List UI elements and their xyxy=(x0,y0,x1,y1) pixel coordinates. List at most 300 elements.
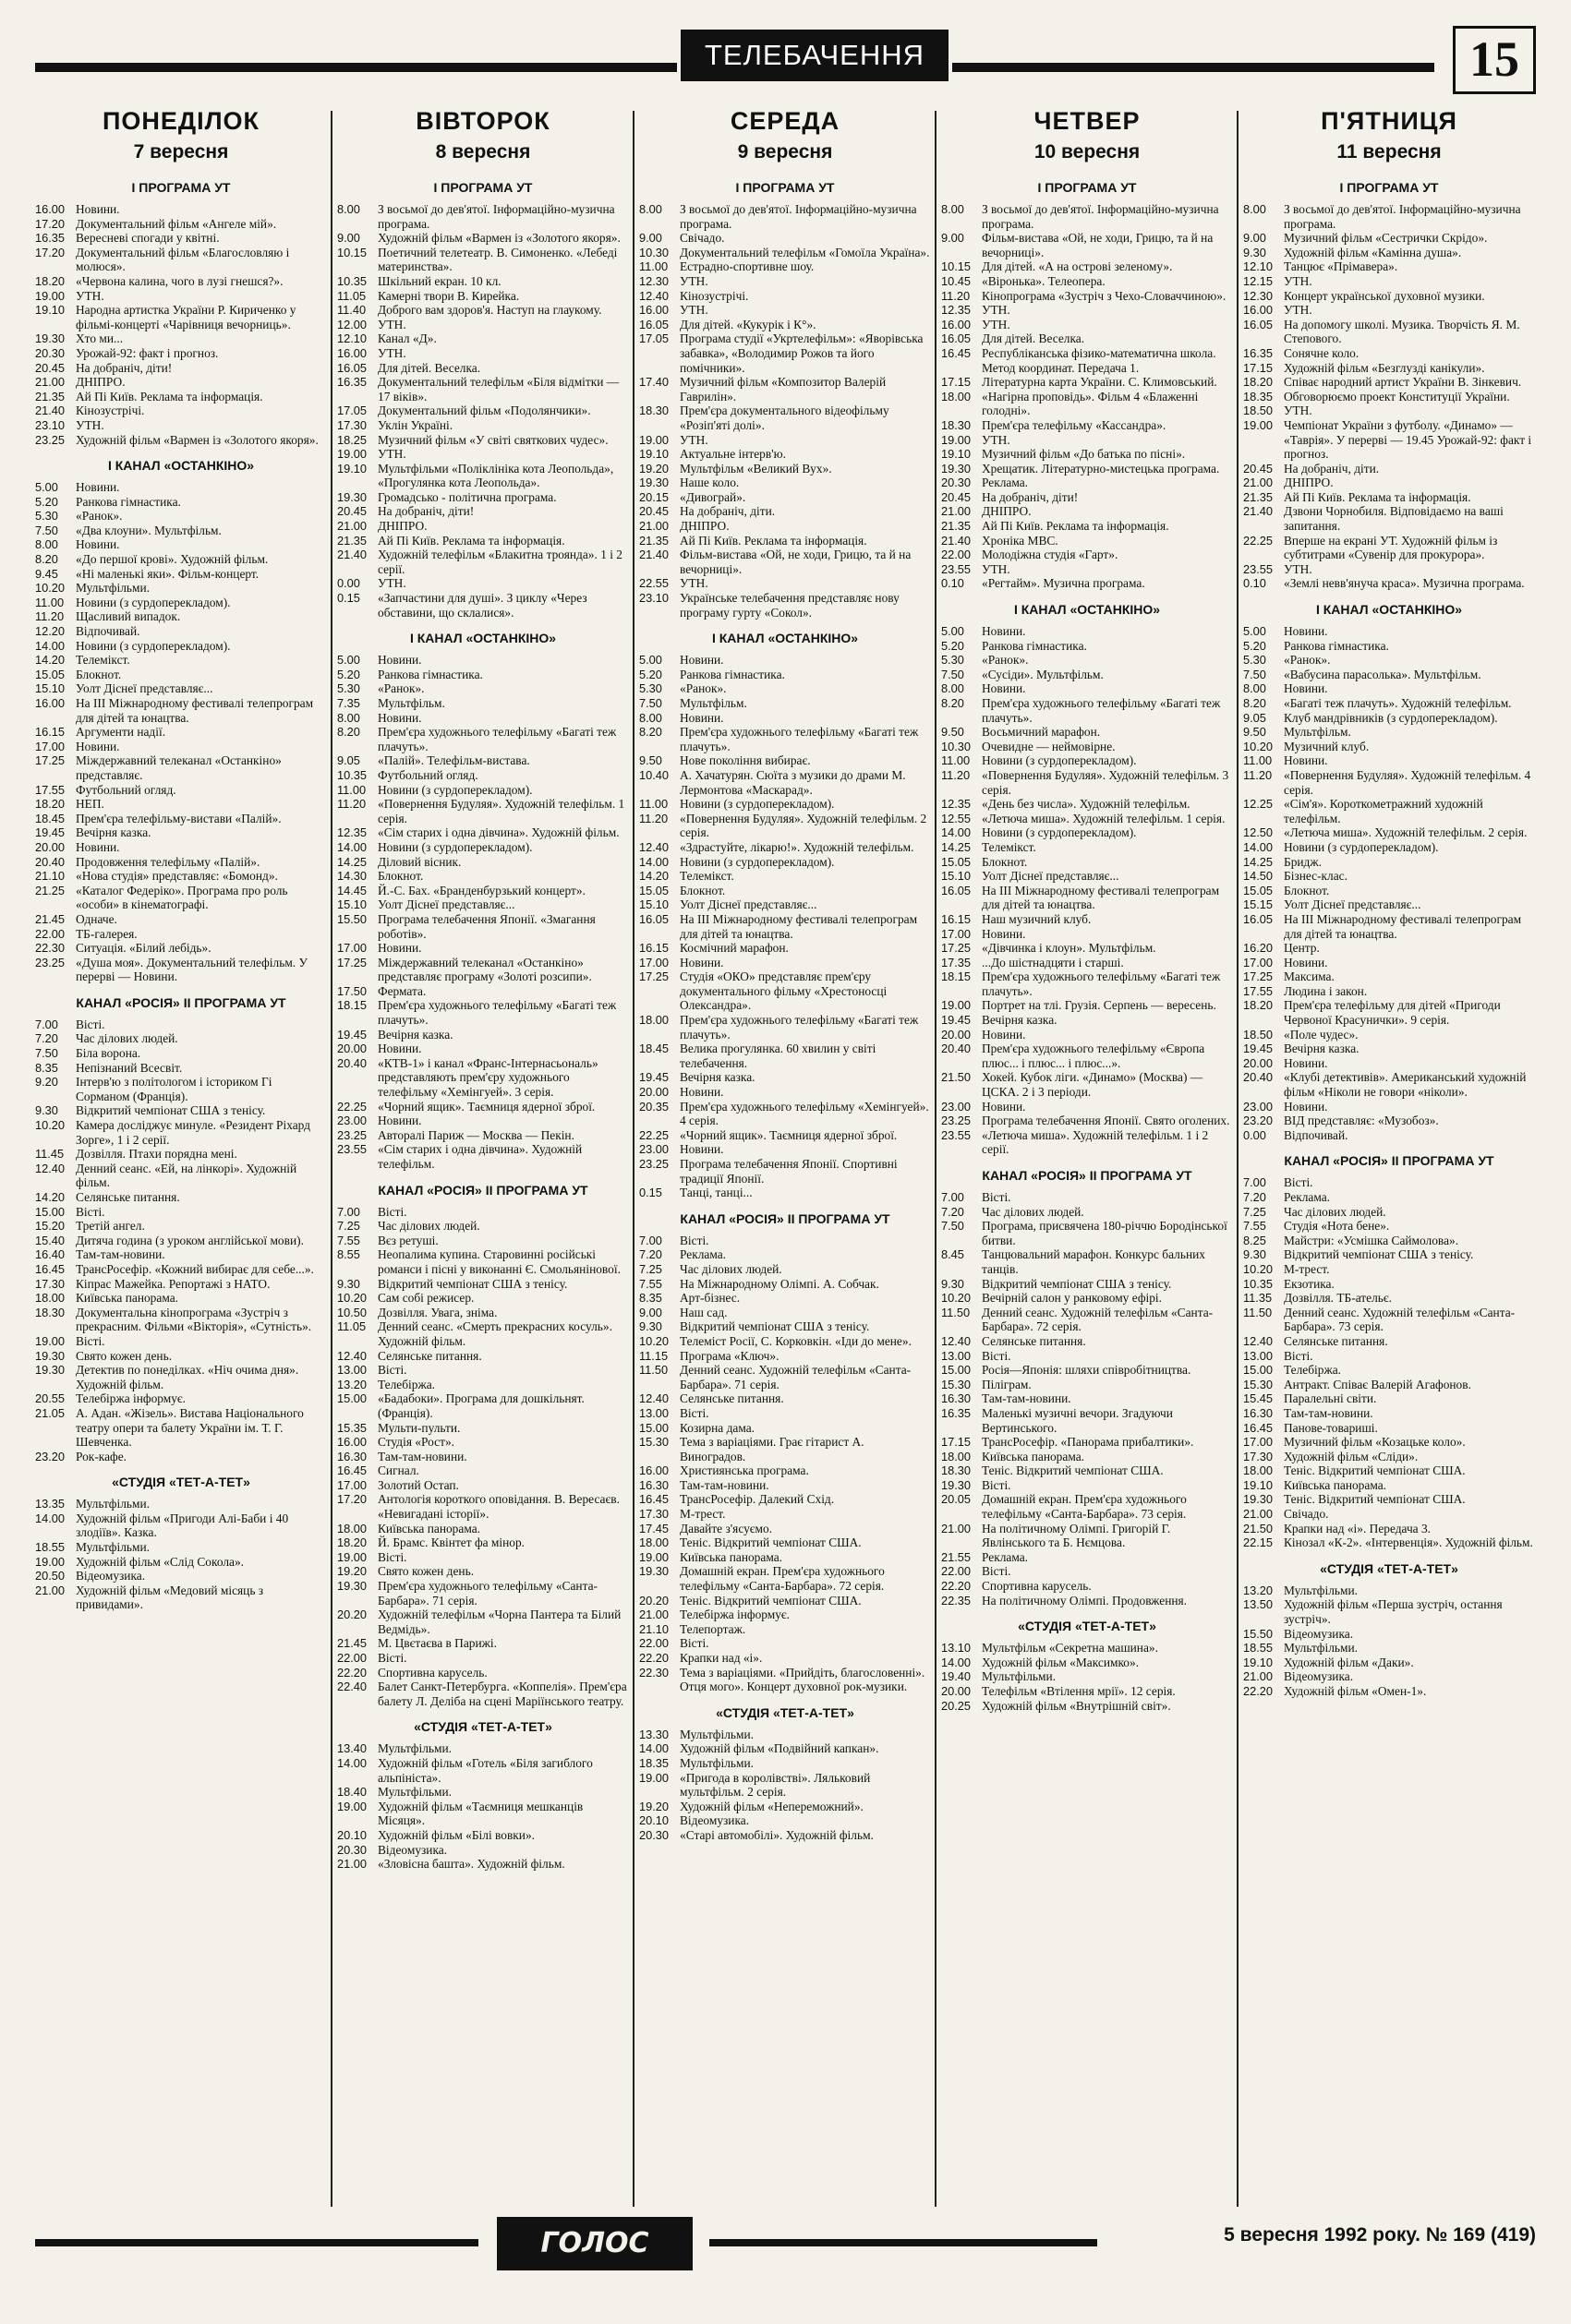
programme-title: Новини. xyxy=(76,839,120,854)
programme-time: 18.55 xyxy=(35,1540,66,1555)
programme-time: 21.00 xyxy=(35,1583,66,1597)
programme-time: 17.20 xyxy=(337,1492,368,1507)
programme-title: Новини. xyxy=(982,1099,1026,1114)
programme-row xyxy=(639,941,931,956)
programme-row xyxy=(1243,1056,1535,1071)
programme-title: «Пригода в королівстві». Ляльковий мультфільм. 2 серія. xyxy=(680,1770,871,1800)
programme-row xyxy=(337,318,629,332)
programme-time: 17.40 xyxy=(639,375,670,390)
programme-title: Програма телебачення Японії. Свято оголених. xyxy=(982,1114,1230,1128)
programme-row xyxy=(337,884,629,898)
programme-title: Музичний фільм «До батька по пісні». xyxy=(982,447,1186,462)
programme-row xyxy=(1243,1597,1535,1626)
programme-title: УТН. xyxy=(378,447,406,462)
programme-row xyxy=(337,1234,629,1248)
programme-title: Реклама. xyxy=(680,1247,727,1262)
programme-row xyxy=(1243,403,1535,418)
programme-time: 16.00 xyxy=(1243,303,1274,318)
programme-time: 22.00 xyxy=(35,926,66,941)
programme-time: 19.30 xyxy=(639,1564,670,1579)
programme-time: 7.00 xyxy=(337,1204,360,1219)
programme-time: 11.50 xyxy=(941,1305,971,1319)
programme-title: Свято кожен день. xyxy=(378,1564,475,1579)
programme-row xyxy=(941,1699,1233,1714)
programme-time: 14.00 xyxy=(639,1741,670,1756)
programme-row xyxy=(35,1162,327,1190)
programme-time: 11.05 xyxy=(337,1319,367,1334)
programme-row xyxy=(941,1669,1233,1684)
programme-row xyxy=(337,998,629,1027)
programme-time: 9.00 xyxy=(941,231,964,246)
programme-title: Новини (з сурдоперекладом). xyxy=(1284,839,1439,854)
programme-title: Й.-С. Бах. «Бранденбурзький концерт». xyxy=(378,883,586,897)
programme-row xyxy=(1243,840,1535,855)
programme-time: 19.45 xyxy=(1243,1042,1274,1056)
programme-row xyxy=(1243,1478,1535,1493)
programme-row xyxy=(1243,1535,1535,1550)
programme-title: Блокнот. xyxy=(680,883,726,897)
programme-title: Художній фільм «Медовий місяць з привидами». xyxy=(76,1583,264,1612)
programme-time: 10.20 xyxy=(941,1291,972,1306)
programme-title: Сонячне коло. xyxy=(1284,345,1360,360)
programme-title: Вісті. xyxy=(378,1549,407,1564)
programme-row xyxy=(941,941,1233,956)
programme-title: Продовження телефільму «Палій». xyxy=(76,854,260,869)
programme-row xyxy=(941,768,1233,797)
programme-title: Селянське питання. xyxy=(680,1391,784,1406)
programme-title: Музичний фільм «Козацьке коло». xyxy=(1284,1435,1466,1450)
programme-title: М. Цвєтаєва в Парижі. xyxy=(378,1636,497,1651)
programme-time: 9.00 xyxy=(639,1305,662,1319)
programme-row xyxy=(1243,1450,1535,1464)
programme-row xyxy=(1243,869,1535,884)
programme-title: Художній фільм «Подвійний капкан». xyxy=(680,1741,879,1756)
programme-time: 15.15 xyxy=(1243,897,1274,912)
programme-title: Крапки над «і». Передача 3. xyxy=(1284,1521,1432,1535)
programme-row xyxy=(35,624,327,639)
programme-row xyxy=(337,303,629,318)
programme-time: 23.20 xyxy=(1243,1114,1274,1128)
programme-row xyxy=(35,956,327,984)
programme-title: Вісті. xyxy=(1284,1175,1313,1190)
programme-row xyxy=(639,884,931,898)
programme-row xyxy=(337,768,629,783)
programme-time: 15.40 xyxy=(35,1233,66,1247)
programme-time: 9.30 xyxy=(35,1103,58,1118)
programme-row xyxy=(1243,668,1535,682)
programme-title: УТН. xyxy=(680,432,708,447)
programme-title: Мультфільми. xyxy=(982,1669,1056,1684)
programme-time: 10.20 xyxy=(1243,739,1274,753)
programme-time: 17.00 xyxy=(639,955,670,969)
programme-row xyxy=(1243,855,1535,870)
programme-row xyxy=(639,1085,931,1100)
programme-time: 8.35 xyxy=(35,1060,58,1075)
programme-time: 15.05 xyxy=(1243,883,1274,897)
programme-row xyxy=(337,1219,629,1234)
programme-title: УТН. xyxy=(680,303,708,318)
programme-row xyxy=(1243,884,1535,898)
programme-title: «Багаті теж плачуть». Художній телефільм. xyxy=(1284,696,1512,710)
programme-title: Прем'єра художнього телефільму «Багаті теж плачуть». xyxy=(680,725,919,753)
programme-time: 8.45 xyxy=(941,1247,964,1262)
programme-title: Новини. xyxy=(378,1042,422,1056)
channel-heading: КАНАЛ «РОСІЯ» ІІ ПРОГРАМА УТ xyxy=(982,1168,1192,1183)
programme-time: 14.00 xyxy=(639,854,670,869)
programme-time: 9.00 xyxy=(337,231,360,246)
programme-row xyxy=(941,519,1233,534)
programme-title: ДНІПРО. xyxy=(680,519,730,534)
programme-row xyxy=(1243,1042,1535,1056)
programme-title: Там-там-новини. xyxy=(378,1449,467,1463)
day-date: 9 вересня xyxy=(737,141,833,163)
programme-time: 16.05 xyxy=(1243,911,1274,926)
programme-time: 12.20 xyxy=(35,624,66,639)
page-header xyxy=(35,26,1536,92)
programme-row xyxy=(35,1061,327,1076)
programme-time: 16.05 xyxy=(337,360,368,375)
channel-heading: І КАНАЛ «ОСТАНКІНО» xyxy=(711,631,859,646)
programme-title: Документальний фільм «Ангеле мій». xyxy=(76,216,277,231)
programme-time: 16.00 xyxy=(639,1463,670,1478)
programme-title: Новини (з сурдоперекладом). xyxy=(680,854,835,869)
programme-row xyxy=(35,783,327,798)
programme-title: Свято кожен день. xyxy=(76,1348,173,1363)
programme-time: 8.00 xyxy=(1243,202,1266,216)
programme-row xyxy=(1243,753,1535,768)
programme-title: Ай Пі Київ. Реклама та інформація. xyxy=(378,533,565,548)
programme-title: На ІІІ Міжнародному фестивалі телепрограм для дітей та юнацтва. xyxy=(1284,911,1522,941)
programme-time: 19.00 xyxy=(639,1770,670,1785)
programme-title: Художній фільм «Даки». xyxy=(1284,1655,1414,1669)
programme-time: 13.30 xyxy=(639,1727,670,1741)
programme-time: 22.20 xyxy=(639,1651,670,1665)
programme-title: Крапки над «і». xyxy=(680,1651,763,1665)
programme-time: 21.10 xyxy=(35,869,66,884)
programme-row xyxy=(1243,1114,1535,1128)
programme-title: На добраніч, діти! xyxy=(76,360,173,375)
programme-title: Прем'єра телефільму «Кассандра». xyxy=(982,417,1166,432)
programme-title: Київська панорама. xyxy=(378,1521,480,1535)
programme-title: ТрансРосефір. Далекий Схід. xyxy=(680,1492,835,1507)
programme-row xyxy=(35,941,327,956)
programme-row xyxy=(1243,1234,1535,1248)
programme-row xyxy=(35,927,327,942)
programme-time: 19.00 xyxy=(337,1799,368,1813)
programme-row xyxy=(1243,1190,1535,1205)
programme-row xyxy=(1243,1406,1535,1421)
programme-time: 17.30 xyxy=(337,417,368,432)
programme-time: 8.25 xyxy=(1243,1233,1266,1247)
programme-row xyxy=(337,346,629,361)
programme-time: 17.25 xyxy=(337,955,368,969)
programme-title: «Повернення Будуляя». Художній телефільм. 3 серія. xyxy=(982,767,1229,797)
programme-row xyxy=(337,1142,629,1171)
programme-title: Теніс. Відкритий чемпіонат США. xyxy=(1284,1463,1466,1478)
programme-time: 21.50 xyxy=(1243,1521,1274,1535)
programme-row xyxy=(337,548,629,576)
programme-row xyxy=(1243,562,1535,577)
programme-time: 7.00 xyxy=(639,1233,662,1247)
programme-time: 19.00 xyxy=(35,288,66,303)
programme-title: Мультфільми. xyxy=(76,581,150,596)
programme-row xyxy=(941,433,1233,448)
programme-row xyxy=(639,1042,931,1070)
programme-title: Неопалима купина. Старовинні російські романси і пісні у виконанні Є. Смольянінової. xyxy=(378,1247,621,1276)
programme-title: Новини (з сурдоперекладом). xyxy=(680,797,835,812)
programme-time: 10.15 xyxy=(941,259,972,274)
programme-row xyxy=(639,753,931,768)
programme-title: Міждержавний телеканал «Останкіно» представляє програму «Золоті розсипи». xyxy=(378,955,592,984)
programme-title: Вісті. xyxy=(76,1204,105,1219)
programme-row xyxy=(941,1277,1233,1292)
programme-time: 15.10 xyxy=(639,897,670,912)
programme-time: 0.15 xyxy=(639,1186,662,1200)
programme-row xyxy=(639,1070,931,1085)
programme-title: Селянське питання. xyxy=(1284,1333,1388,1348)
programme-title: На ІІІ Міжнародному фестивалі телепрограм для дітей та юнацтва. xyxy=(982,883,1220,912)
programme-time: 14.00 xyxy=(941,825,972,840)
programme-row xyxy=(941,1042,1233,1070)
programme-time: 10.30 xyxy=(941,739,972,753)
programme-row xyxy=(1243,956,1535,970)
programme-title: «Ранок». xyxy=(76,509,123,524)
programme-time: 21.00 xyxy=(941,1521,972,1535)
programme-time: 20.45 xyxy=(1243,461,1274,476)
programme-title: Футбольний огляд. xyxy=(378,767,478,782)
programme-title: Вперше на екрані УТ. Художній фільм із субтитрами «Сувенір для прокурора». xyxy=(1284,533,1498,562)
programme-row xyxy=(337,1550,629,1565)
programme-title: З восьмої до дев'ятої. Інформаційно-музична програма. xyxy=(680,202,917,231)
programme-title: Вісті. xyxy=(378,1363,407,1378)
programme-time: 23.55 xyxy=(941,561,972,576)
programme-time: 21.00 xyxy=(941,504,972,519)
programme-title: Домашній екран. Прем'єра художнього телефільму «Санта-Барбара». 72 серія. xyxy=(680,1564,885,1594)
programme-row xyxy=(1243,681,1535,696)
programme-row xyxy=(639,1234,931,1248)
programme-row xyxy=(639,1435,931,1463)
programme-row xyxy=(639,1291,931,1306)
programme-row xyxy=(35,1205,327,1220)
programme-title: Київська панорама. xyxy=(982,1449,1084,1463)
programme-title: Дозвілля. Увага, зніма. xyxy=(378,1305,498,1319)
programme-title: Телебіржа інформує. xyxy=(76,1391,187,1406)
programme-row xyxy=(1243,725,1535,740)
programme-row xyxy=(35,1306,327,1334)
programme-time: 18.15 xyxy=(941,969,972,984)
programme-row xyxy=(35,869,327,884)
programme-time: 16.30 xyxy=(941,1391,972,1406)
programme-title: Очевидне — неймовірне. xyxy=(982,739,1116,753)
programme-row xyxy=(337,231,629,246)
programme-title: Новини. xyxy=(680,710,724,725)
programme-row xyxy=(35,1334,327,1349)
programme-row xyxy=(1243,825,1535,840)
programme-title: Ранкова гімнастика. xyxy=(76,494,181,509)
programme-row xyxy=(639,797,931,812)
channel-heading: І ПРОГРАМА УТ xyxy=(131,180,231,195)
programme-time: 20.30 xyxy=(35,345,66,360)
programme-title: Літературна карта України. С. Климовський. xyxy=(982,375,1217,390)
programme-row xyxy=(941,1247,1233,1276)
programme-time: 21.00 xyxy=(1243,1669,1274,1684)
programme-row xyxy=(941,476,1233,490)
programme-time: 19.30 xyxy=(1243,1492,1274,1507)
programme-time: 19.45 xyxy=(639,1070,670,1085)
programme-row xyxy=(1243,1262,1535,1277)
channel-heading: КАНАЛ «РОСІЯ» ІІ ПРОГРАМА УТ xyxy=(76,994,286,1010)
programme-time: 8.00 xyxy=(941,202,964,216)
programme-row xyxy=(1243,1363,1535,1378)
programme-row xyxy=(337,1636,629,1651)
programme-time: 7.25 xyxy=(337,1219,360,1234)
programme-title: Народна артистка України Р. Кириченко у фільмі-концерті «Чарівниця вечорниць». xyxy=(76,303,296,331)
programme-time: 20.40 xyxy=(941,1042,972,1056)
programme-time: 22.15 xyxy=(1243,1535,1274,1550)
programme-row xyxy=(337,418,629,433)
programme-time: 19.10 xyxy=(1243,1655,1274,1669)
programme-title: Ранкова гімнастика. xyxy=(1284,638,1389,653)
programme-row xyxy=(639,1651,931,1666)
programme-row xyxy=(1243,696,1535,711)
programme-row xyxy=(1243,797,1535,825)
programme-row xyxy=(35,681,327,696)
programme-row xyxy=(941,202,1233,231)
programme-title: Шкільний екран. 10 кл. xyxy=(378,273,502,288)
programme-row xyxy=(337,1608,629,1636)
programme-time: 13.20 xyxy=(1243,1583,1274,1597)
programme-title: Вісті. xyxy=(76,1017,105,1031)
programme-row xyxy=(639,1391,931,1406)
programme-title: Антракт. Співає Валерій Агафонов. xyxy=(1284,1377,1471,1391)
programme-title: Майстри: «Усмішка Саймолова». xyxy=(1284,1233,1459,1247)
programme-time: 18.00 xyxy=(337,1521,368,1535)
programme-title: На ІІІ Міжнародному фестивалі телепрограм для дітей та юнацтва. xyxy=(680,911,918,941)
programme-title: Теніс. Відкритий чемпіонат США. xyxy=(680,1593,862,1608)
programme-row xyxy=(941,653,1233,668)
programme-time: 14.20 xyxy=(639,869,670,884)
programme-row xyxy=(639,1492,931,1507)
footer-rule xyxy=(709,2239,1097,2246)
programme-row xyxy=(337,1785,629,1800)
programme-row xyxy=(337,403,629,418)
programme-row xyxy=(337,1056,629,1100)
programme-row xyxy=(337,331,629,346)
programme-row xyxy=(639,696,931,711)
programme-row xyxy=(639,1277,931,1292)
programme-row xyxy=(639,1771,931,1800)
programme-title: ВІД представляє: «Музобоз». xyxy=(1284,1114,1439,1128)
programme-title: Людина і закон. xyxy=(1284,983,1368,998)
programme-title: УТН. xyxy=(378,576,406,591)
programme-row xyxy=(1243,534,1535,562)
programme-time: 20.45 xyxy=(639,504,670,519)
programme-row xyxy=(337,1478,629,1493)
programme-time: 11.05 xyxy=(337,288,367,303)
programme-time: 13.00 xyxy=(941,1348,972,1363)
programme-title: Новини (з сурдоперекладом). xyxy=(378,839,533,854)
programme-time: 8.00 xyxy=(639,202,662,216)
programme-time: 20.00 xyxy=(941,1684,972,1698)
programme-title: Ай Пі Київ. Реклама та інформація. xyxy=(680,533,867,548)
programme-row xyxy=(941,1349,1233,1364)
programme-time: 19.00 xyxy=(941,432,972,447)
programme-row xyxy=(639,1594,931,1608)
programme-row xyxy=(941,447,1233,462)
programme-row xyxy=(337,361,629,376)
programme-title: Мультфільм «Секретна машина». xyxy=(982,1641,1158,1656)
programme-row xyxy=(35,825,327,840)
programme-time: 7.00 xyxy=(1243,1175,1266,1190)
programme-row xyxy=(941,418,1233,433)
programme-row xyxy=(1243,897,1535,912)
programme-title: Фільм-вистава «Ой, не ходи, Грицю, та й на вечорниці». xyxy=(680,548,912,576)
programme-title: Прем'єра художнього телефільму «Санта-Барбара». 71 серія. xyxy=(378,1579,598,1608)
programme-row xyxy=(337,1319,629,1348)
programme-time: 7.20 xyxy=(35,1031,58,1046)
programme-row xyxy=(35,884,327,912)
programme-row xyxy=(337,1277,629,1292)
programme-row xyxy=(1243,768,1535,797)
programme-title: Паралельні світи. xyxy=(1284,1391,1377,1406)
programme-time: 8.00 xyxy=(1243,681,1266,696)
day-name: ЧЕТВЕР xyxy=(1033,107,1141,135)
programme-row xyxy=(337,1450,629,1464)
programme-title: Мультфільми. xyxy=(1284,1583,1358,1597)
programme-time: 10.35 xyxy=(337,767,368,782)
programme-time: 23.55 xyxy=(337,1142,368,1157)
programme-title: «Летюча миша». Художній телефільм. 1 і 2 серії. xyxy=(982,1127,1209,1157)
programme-time: 15.30 xyxy=(639,1435,670,1450)
channel-heading: «СТУДІЯ «ТЕТ-А-ТЕТ» xyxy=(1320,1560,1458,1576)
programme-time: 15.30 xyxy=(941,1377,972,1391)
programme-time: 19.30 xyxy=(35,1363,66,1378)
programme-time: 12.35 xyxy=(337,825,368,840)
programme-row xyxy=(35,1277,327,1292)
programme-title: Реклама. xyxy=(982,1549,1029,1564)
programme-time: 18.00 xyxy=(941,1449,972,1463)
programme-row xyxy=(639,375,931,403)
programme-title: Реклама. xyxy=(1284,1190,1331,1204)
programme-row xyxy=(639,1800,931,1814)
programme-row xyxy=(35,1583,327,1612)
programme-row xyxy=(941,1391,1233,1406)
programme-time: 15.05 xyxy=(639,883,670,897)
programme-title: Росія—Японія: шляхи співробітництва. xyxy=(982,1363,1191,1378)
programme-title: На допомогу школі. Музика. Творчість Я. М. Степового. xyxy=(1284,317,1520,346)
programme-title: Балет Санкт-Петербурга. «Коппелія». Прем'єра балету Л. Деліба на сцені Маріїнського театру. xyxy=(378,1680,627,1708)
programme-row xyxy=(941,1478,1233,1493)
programme-row xyxy=(337,1435,629,1450)
programme-time: 18.20 xyxy=(1243,998,1274,1013)
programme-row xyxy=(941,259,1233,274)
channel-heading: І ПРОГРАМА УТ xyxy=(433,180,533,195)
programme-title: «Повернення Будуляя». Художній телефільм. 1 серія. xyxy=(378,797,625,825)
programme-time: 12.40 xyxy=(639,288,670,303)
programme-row xyxy=(639,1756,931,1771)
programme-title: Арт-бізнес. xyxy=(680,1291,741,1306)
programme-time: 18.20 xyxy=(337,1535,368,1550)
programme-row xyxy=(337,447,629,462)
programme-time: 20.50 xyxy=(35,1569,66,1583)
programme-title: Концерт української духовної музики. xyxy=(1284,288,1485,303)
programme-time: 21.00 xyxy=(337,519,368,534)
programme-title: «Запчастини для душі». З циклу «Через обставини, що склалися». xyxy=(378,591,587,620)
programme-title: З восьмої до дев'ятої. Інформаційно-музична програма. xyxy=(982,202,1219,231)
programme-row xyxy=(639,1828,931,1843)
programme-time: 16.45 xyxy=(639,1492,670,1507)
programme-time: 21.10 xyxy=(639,1621,670,1636)
